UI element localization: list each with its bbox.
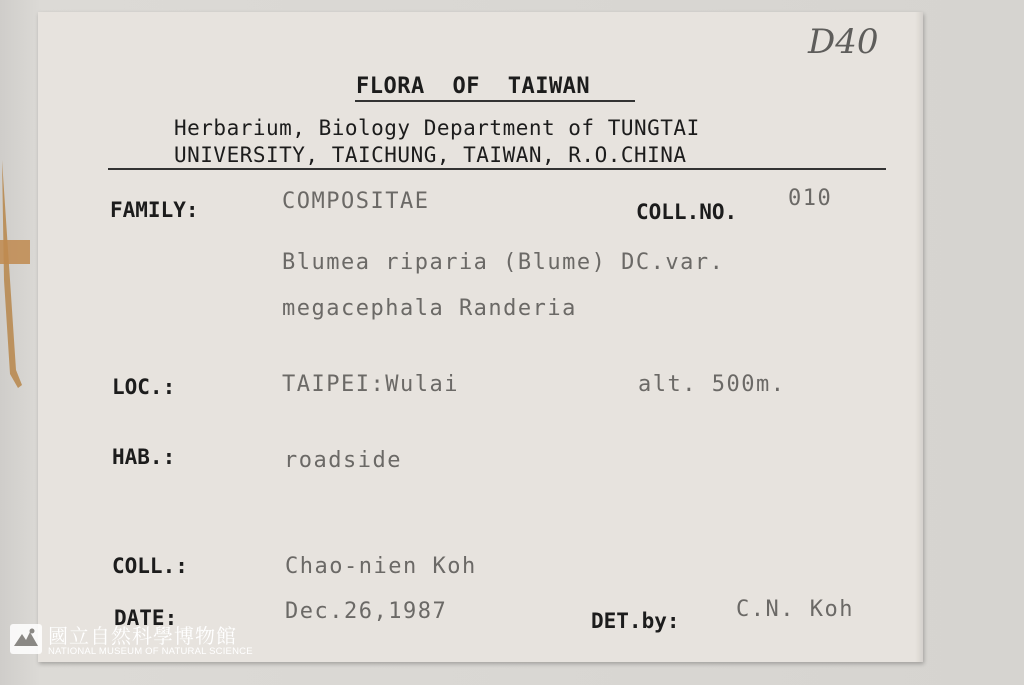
family-value: COMPOSITAE [282,189,430,214]
coll-no-label: COLL.NO. [636,200,738,224]
collector-label: COLL.: [112,554,188,578]
museum-name-chinese: 國立自然科學博物館 [48,624,237,648]
institution-line-2: UNIVERSITY, TAICHUNG, TAIWAN, R.O.CHINA [174,143,687,167]
date-label: DATE: [114,606,178,630]
institution-line-1: Herbarium, Biology Department of TUNGTAI [174,116,700,140]
altitude-value: alt. 500m. [638,372,786,397]
collector-value: Chao-nien Koh [285,554,477,579]
museum-name-english: NATIONAL MUSEUM OF NATURAL SCIENCE [48,646,253,657]
museum-logo-icon [10,624,42,654]
determiner-value: C.N. Koh [736,597,854,622]
handwritten-note: D40 [808,22,879,62]
locality-label: LOC.: [112,375,176,399]
museum-watermark [8,618,268,662]
habitat-label: HAB.: [112,445,176,469]
determiner-label: DET.by: [591,609,680,633]
coll-no-value: 010 [788,186,833,211]
date-value: Dec.26,1987 [285,599,448,624]
header-divider [108,168,886,170]
locality-value: TAIPEI:Wulai [282,372,459,397]
label-title: FLORA OF TAIWAN [356,74,591,99]
habitat-value: roadside [284,448,402,473]
species-name-line-2: megacephala Randeria [282,296,577,321]
label-edge-shadow [915,12,923,662]
mounting-string [0,160,30,390]
title-underline [355,100,635,102]
family-label: FAMILY: [110,198,199,222]
species-name-line-1: Blumea riparia (Blume) DC.var. [282,250,725,275]
